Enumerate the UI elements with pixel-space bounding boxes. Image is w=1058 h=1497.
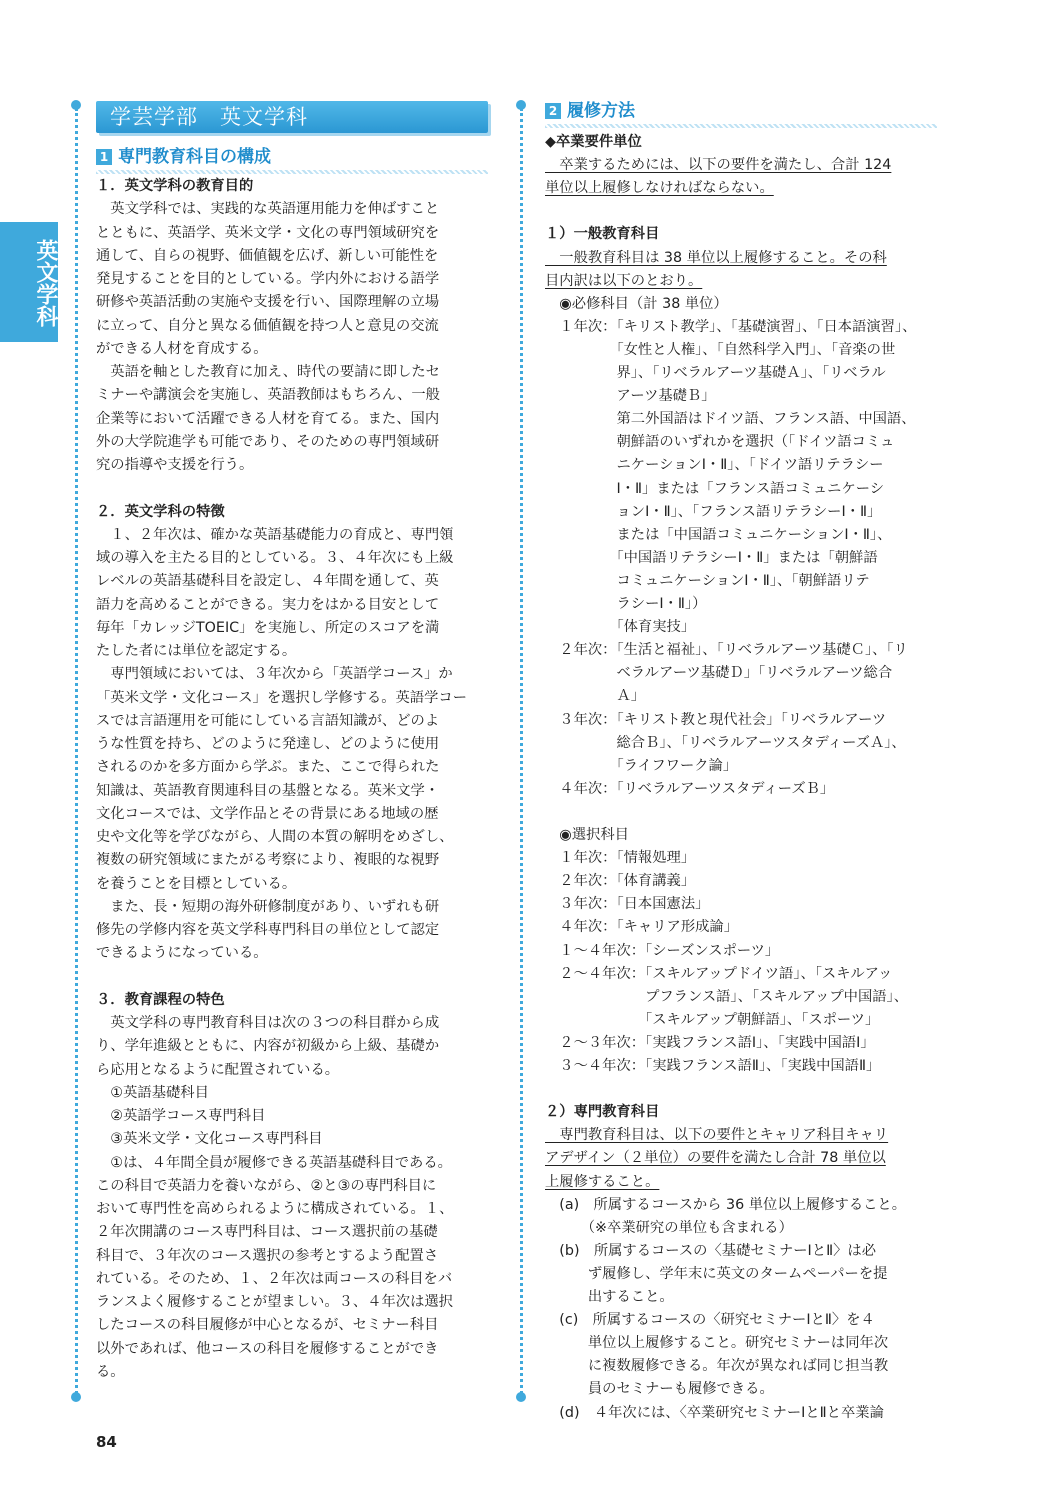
text-line: ランスよく履修することが望ましい。３、４年次は選択 (96, 1294, 453, 1310)
text-line: 朝鮮語のいずれかを選択（「ドイツ語コミュ (545, 434, 895, 451)
rail-dot (71, 1392, 81, 1402)
text-line: ができる人材を育成する。 (96, 340, 268, 357)
text-line: １～４年次：「シーズンスポーツ」 (545, 942, 780, 959)
text-line: ２年次開講のコース専門科目は、コース選択前の基礎 (96, 1224, 438, 1241)
rail-dot (516, 1392, 526, 1402)
text-line: に複数履修できる。年次が異なれば同じ担当教 (545, 1358, 889, 1375)
text-line: おいて専門性を高められるように構成されている。１、 (96, 1201, 454, 1217)
left-rail (75, 108, 78, 1400)
text-line: (c) 所属するコースの〈研究セミナーⅠとⅡ〉を４ (545, 1312, 875, 1329)
text-line: 企業等において活躍できる人材を育てる。また、国内 (96, 410, 440, 427)
text-line: 通して、自らの視野、価値観を広げ、新しい可能性を (96, 247, 439, 264)
text-line: 「ライフワーク論」 (545, 757, 738, 774)
text-line: 単位以上履修すること。研究セミナーは同年次 (545, 1335, 889, 1352)
text-line: ②英語学コース専門科目 (96, 1108, 266, 1124)
text-line: できるようになっている。 (96, 945, 268, 962)
text-line: ２．英文学科の特徴 (96, 503, 225, 520)
text-line: ２）専門教育科目 (545, 1104, 660, 1121)
text-line: 目内訳は以下のとおり。 (545, 272, 703, 289)
text-line: ４年次：「キャリア形成論」 (545, 919, 739, 936)
text-line: ず履修し、学年末に英文のタームペーパーを提 (545, 1265, 888, 1282)
text-line: ◉選択科目 (545, 827, 629, 843)
rail-dot (71, 100, 81, 110)
text-line: 「英米文学・文化コース」を選択し学修する。英語学コー (96, 689, 468, 706)
text-line: に立って、自分と異なる価値観を持つ人と意見の交流 (96, 317, 439, 334)
text-line: (d) ４年次には、〈卒業研究セミナーⅠとⅡと卒業論 (545, 1404, 884, 1421)
text-line: 「女性と人権」、「自然科学入門」、「音楽の世 (545, 341, 896, 358)
text-line: 出すること。 (545, 1289, 674, 1305)
text-line: 「スキルアップ朝鮮語」、「スポーツ」 (545, 1011, 880, 1028)
text-line: ミナーや講演会を実施し、英語教師はもちろん、一般 (96, 387, 440, 404)
right-rail (520, 108, 523, 1400)
text-line: または「中国語コミュニケーションⅠ・Ⅱ」、 (545, 526, 892, 543)
text-line: また、長・短期の海外研修制度があり、いずれも研 (96, 898, 440, 915)
text-line: ２～４年次：「スキルアップドイツ語」、「スキルアッ (545, 965, 893, 982)
text-line: ３年次：「日本国憲法」 (545, 896, 710, 913)
text-line: (a) 所属するコースから 36 単位以上履修すること。 (545, 1196, 907, 1213)
text-line: ２年次：「生活と福祉」、「リベラルアーツ基礎Ｃ」、「リ (545, 642, 908, 659)
text-line: コミュニケーションⅠ・Ⅱ」、「朝鮮語リテ (545, 572, 870, 589)
text-line: ョンⅠ・Ⅱ」、「フランス語リテラシーⅠ・Ⅱ」 (545, 503, 882, 520)
text-line: 究の指導や支援を行う。 (96, 457, 254, 473)
text-line: 科目で、３年次のコース選択の参考とするよう配置さ (96, 1247, 439, 1264)
text-line: 英文学科では、実践的な英語運用能力を伸ばすこと (96, 201, 440, 218)
text-line: 一般教育科目は 38 単位以上履修すること。その科 (545, 249, 887, 266)
section-underline (96, 170, 488, 174)
text-line: 専門領域においては、３年次から「英語学コース」か (96, 666, 453, 683)
text-line: ◆卒業要件単位 (545, 134, 642, 150)
text-line: １、２年次は、確かな英語基礎能力の育成と、専門領 (96, 526, 454, 543)
text-line: ①は、４年間全員が履修できる英語基礎科目である。 (96, 1154, 452, 1171)
text-line: 「体育実技」 (545, 619, 696, 636)
text-line: ①英語基礎科目 (96, 1084, 209, 1101)
text-line: 界」、「リベラルアーツ基礎Ａ」、「リベラル (545, 365, 886, 381)
text-line: ③英米文学・文化コース専門科目 (96, 1131, 323, 1148)
section-heading-2 (545, 100, 937, 124)
text-line: 語力を高めることができる。実力をはかる目安として (96, 596, 440, 613)
text-line: を養うことを目標としている。 (96, 875, 297, 892)
side-tab[interactable] (0, 222, 58, 342)
text-line: ラシーⅠ・Ⅱ」） (545, 596, 707, 612)
text-line: 員のセミナーも履修できる。 (545, 1381, 774, 1398)
section-underline (545, 124, 937, 128)
text-line: ニケーションⅠ・Ⅱ」、「ドイツ語リテラシー (545, 457, 884, 474)
text-line: ◉必修科目（計 38 単位） (545, 295, 728, 312)
text-line: 研修や英語活動の実施や支援を行い、国際理解の立場 (96, 294, 440, 311)
text-line: ４年次：「リベラルアーツスタディーズＢ」 (545, 780, 835, 797)
text-line: 総合Ｂ」、「リベラルアーツスタディーズＡ」、 (545, 734, 906, 751)
text-line: 専門教育科目は、以下の要件とキャリア科目キャリ (545, 1127, 889, 1144)
rail-dot (516, 100, 526, 110)
text-line: ら応用となるように配置されている。 (96, 1061, 340, 1078)
text-line: ベラルアーツ基礎Ｄ」「リベラルアーツ総合 (545, 665, 893, 682)
text-line: とともに、英語学、英米文学・文化の専門領域研究を (96, 224, 440, 241)
text-line: ２～３年次：「実践フランス語Ⅰ」、「実践中国語Ⅰ」 (545, 1034, 875, 1051)
department-title: 学芸学部 英文学科 (110, 105, 308, 129)
text-line: 英文学科の専門教育科目は次の３つの科目群から成 (96, 1015, 440, 1031)
text-line: アーツ基礎Ｂ」 (545, 388, 716, 405)
text-line: （※卒業研究の単位も含まれる） (545, 1219, 793, 1236)
text-line: アデザイン（２単位）の要件を満たし合計 78 単位以 (545, 1150, 886, 1167)
text-line: 第二外国語はドイツ語、フランス語、中国語、 (545, 411, 916, 428)
department-title-banner (96, 101, 488, 133)
text-line: 卒業するためには、以下の要件を満たし、合計 124 (545, 157, 892, 174)
text-line: 発見することを目的としている。学内外における語学 (96, 271, 440, 287)
page-number: 84 (96, 1433, 117, 1451)
text-line: り、学年進級とともに、内容が初級から上級、基礎か (96, 1038, 440, 1055)
text-line: 単位以上履修しなければならない。 (545, 180, 774, 197)
text-line: ３．教育課程の特色 (96, 991, 225, 1008)
text-line: 文化コースでは、文学作品とその背景にある地域の歴 (96, 805, 439, 822)
text-line: ３年次：「キリスト教と現代社会」「リベラルアーツ (545, 711, 887, 728)
text-line: Ａ」 (545, 688, 646, 705)
section-number: 2 (545, 103, 561, 119)
text-line: 史や文化等を学びながら、人間の本質の解明をめざし、 (96, 829, 454, 845)
text-line: 上履修すること。 (545, 1173, 660, 1190)
text-line: レベルの英語基礎科目を設定し、４年間を通して、英 (96, 573, 439, 590)
text-line: 域の導入を主たる目的としている。３、４年次にも上級 (96, 550, 454, 566)
text-line: １年次：「キリスト教学」、「基礎演習」、「日本語演習」、 (545, 318, 917, 335)
text-line: 以外であれば、他コースの科目を履修することができ (96, 1340, 439, 1357)
text-line: たした者には単位を認定する。 (96, 643, 297, 659)
text-line: 知識は、英語教育関連科目の基盤となる。英米文学・ (96, 782, 440, 799)
text-line: (b) 所属するコースの〈基礎セミナーⅠとⅡ〉は必 (545, 1242, 877, 1259)
text-line: うな性質を持ち、どのように発達し、どのように使用 (96, 736, 440, 752)
section-heading-1 (96, 146, 488, 170)
text-line: ３～４年次：「実践フランス語Ⅱ」、「実践中国語Ⅱ」 (545, 1058, 881, 1074)
text-line: されるのかを多方面から学ぶ。また、ここで得られた (96, 759, 440, 776)
text-line: 英語を軸とした教育に加え、時代の要請に即したセ (96, 364, 440, 380)
text-line: １）一般教育科目 (545, 226, 660, 243)
text-line: 「中国語リテラシーⅠ・Ⅱ」または「朝鮮語 (545, 549, 878, 566)
text-line: この科目で英語力を養いながら、②と③の専門科目に (96, 1177, 437, 1194)
text-line: Ⅰ・Ⅱ」または「フランス語コミュニケーシ (545, 480, 885, 497)
text-line: １年次：「情報処理」 (545, 850, 696, 867)
text-line: 外の大学院進学も可能であり、そのための専門領域研 (96, 433, 440, 450)
text-line: スでは言語運用を可能にしている言語知識が、どのよ (96, 712, 440, 729)
text-line: したコースの科目履修が中心となるが、セミナー科目 (96, 1317, 439, 1334)
text-line: ２年次：「体育講義」 (545, 873, 696, 890)
section-title: 専門教育科目の構成 (118, 147, 271, 167)
text-line: １．英文学科の教育目的 (96, 178, 254, 194)
text-line: る。 (96, 1363, 125, 1380)
text-line: 毎年「カレッジTOEIC」を実施し、所定のスコアを満 (96, 619, 440, 636)
section-title: 履修方法 (567, 101, 635, 121)
text-line: 修先の学修内容を英文学科専門科目の単位として認定 (96, 922, 440, 938)
section-number: 1 (96, 149, 112, 165)
text-line: 複数の研究領域にまたがる考察により、複眼的な視野 (96, 852, 440, 869)
text-line: プフランス語」、「スキルアップ中国語」、 (545, 988, 908, 1005)
side-tab-label: 英文学科 (33, 239, 58, 327)
text-line: れている。そのため、１、２年次は両コースの科目をバ (96, 1270, 453, 1287)
